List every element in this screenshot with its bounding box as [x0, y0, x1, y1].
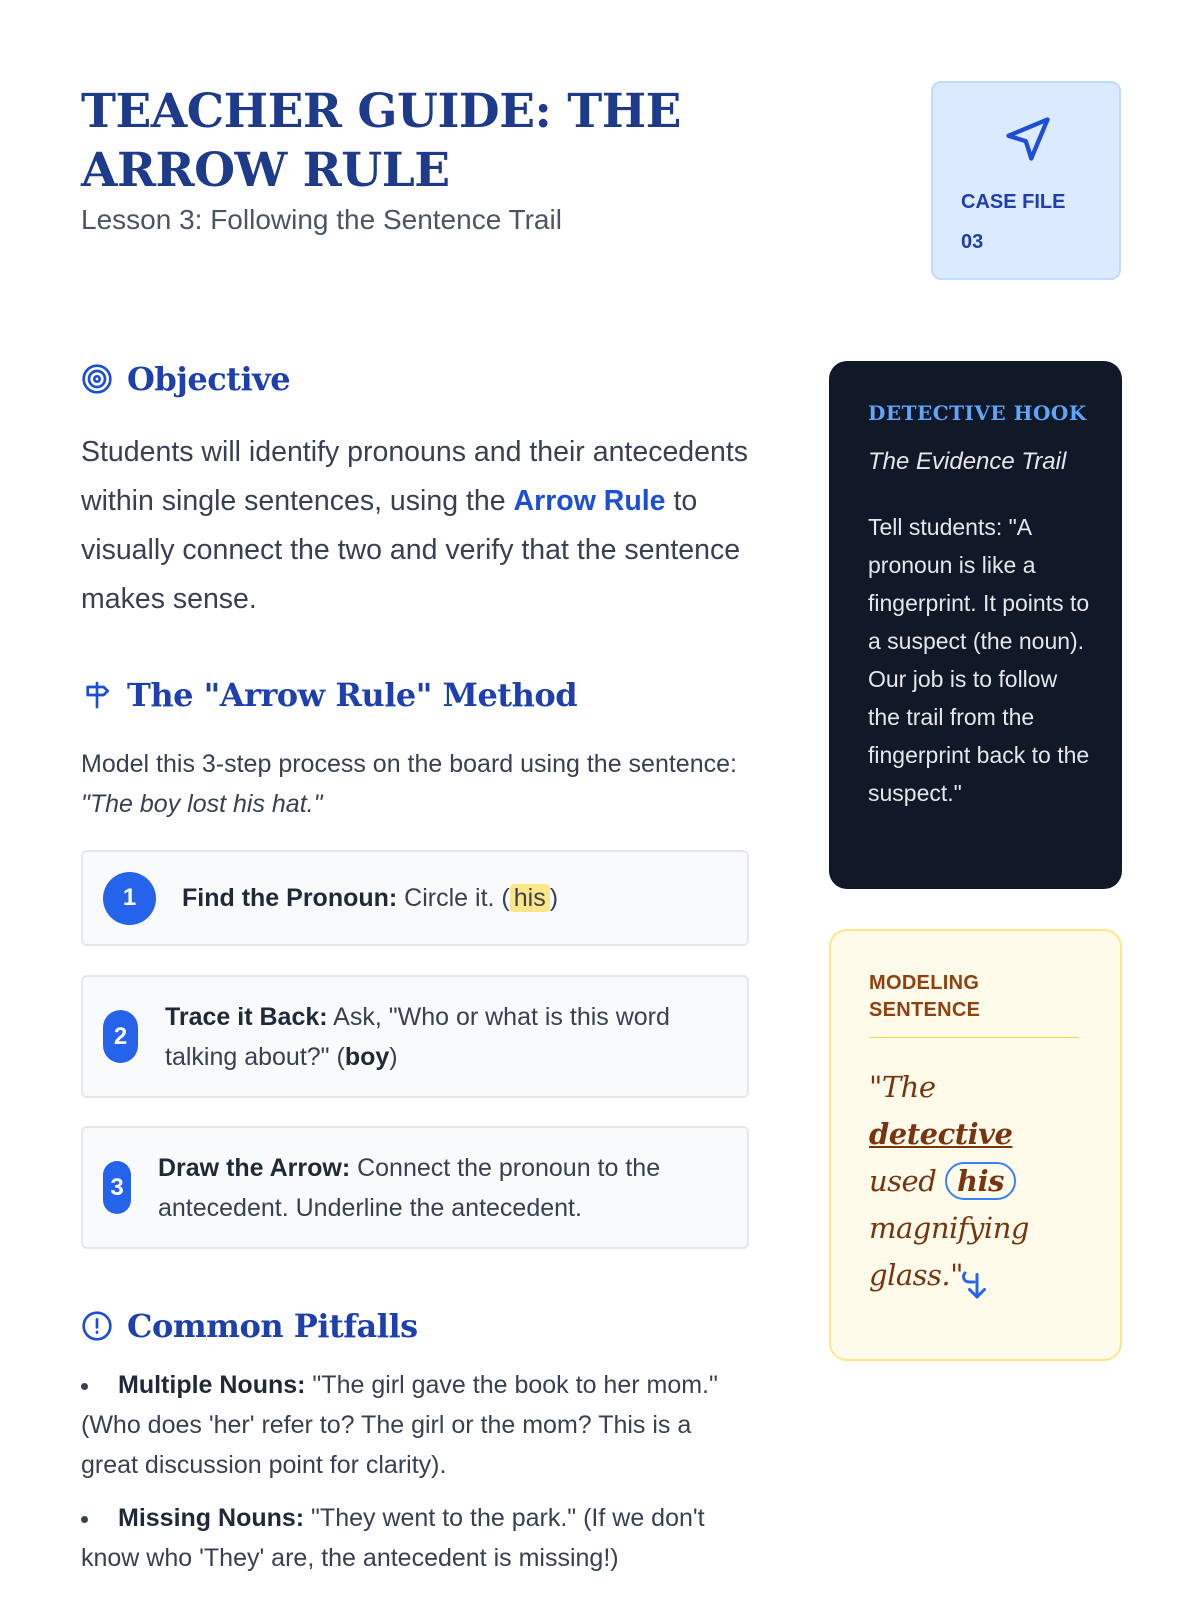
pronoun-highlight: his — [510, 884, 550, 912]
pitfall-title: Multiple Nouns: — [118, 1371, 306, 1399]
objective-text-end: to visually connect the two and verify that the sentence makes sense. — [81, 485, 741, 615]
step-text — [182, 878, 558, 918]
method-step — [81, 850, 749, 946]
step-description: Connect the pronoun to the antecedent. Underline the antecedent. — [158, 1153, 661, 1222]
step-text-end: ) — [389, 1042, 398, 1071]
target-icon — [81, 363, 113, 395]
hook-kicker: DETECTIVE HOOK — [868, 401, 1087, 425]
arrow-rule-highlight: Arrow Rule — [513, 485, 666, 517]
page-header — [81, 82, 821, 238]
step-title: Trace it Back: — [165, 1002, 328, 1031]
step-description: Ask, "Who or what is this word talking about?" ( — [165, 1002, 670, 1071]
objective-heading-text: Objective — [127, 360, 291, 398]
bullet-icon — [81, 1365, 118, 1405]
page-title: TEACHER GUIDE: THE ARROW RULE — [81, 84, 681, 198]
page-subtitle: Lesson 3: Following the Sentence Trail — [81, 204, 562, 235]
step-title: Find the Pronoun: — [182, 884, 398, 912]
pitfalls-heading — [81, 1307, 418, 1345]
pitfall-text: "The girl gave the book to her mom." (Who does 'her' refer to? The girl or the mom? This is a great discussion point for clarity). — [81, 1371, 718, 1479]
step-number: 1 — [103, 872, 156, 925]
hook-subtitle: The Evidence Trail — [868, 448, 1067, 475]
method-heading-text: The "Arrow Rule" Method — [127, 676, 578, 714]
case-file-label — [961, 182, 1065, 262]
case-file-title: CASE FILE — [961, 191, 1066, 213]
objective-text — [81, 428, 761, 624]
navigation-arrow-icon — [1002, 113, 1054, 165]
list-item — [81, 1498, 731, 1578]
case-file-badge — [931, 81, 1121, 280]
bullet-icon — [81, 1498, 118, 1538]
step-title: Draw the Arrow: — [158, 1153, 351, 1182]
step-number: 3 — [103, 1161, 131, 1214]
pitfalls-heading-text: Common Pitfalls — [127, 1307, 418, 1345]
divider — [869, 1037, 1079, 1038]
pitfalls-list — [81, 1365, 731, 1591]
step-number: 2 — [103, 1010, 138, 1063]
objective-heading — [81, 360, 290, 398]
method-intro — [81, 744, 761, 824]
step-description: Circle it. ( — [397, 884, 510, 912]
method-intro-text: Model this 3-step process on the board using the sentence: — [81, 750, 737, 778]
modeling-sentence — [869, 1064, 1084, 1299]
step-text — [158, 1148, 727, 1228]
signpost-icon — [81, 679, 113, 711]
case-file-number: 03 — [961, 231, 984, 253]
list-item — [81, 1365, 731, 1485]
pitfall-text: "They went to the park." (If we don't know who 'They' are, the antecedent is missing!) — [81, 1504, 705, 1572]
step-text — [165, 997, 727, 1077]
method-heading — [81, 676, 577, 714]
sentence-part: magnifying glass." — [869, 1211, 1029, 1292]
method-example-sentence: "The boy lost his hat." — [81, 790, 323, 818]
curved-arrow-down-icon — [956, 1267, 992, 1303]
pronoun-circled: his — [945, 1162, 1016, 1200]
sentence-part: used — [869, 1164, 946, 1198]
pitfall-title: Missing Nouns: — [118, 1504, 305, 1532]
method-step — [81, 1126, 749, 1249]
alert-circle-icon — [81, 1310, 113, 1342]
modeling-kicker: MODELING SENTENCE — [869, 972, 981, 1021]
step-text-end: ) — [549, 884, 559, 912]
objective-text-start: Students will identify pronouns and their antecedents within single sentences, using the — [81, 436, 749, 517]
method-step — [81, 975, 749, 1098]
antecedent-underlined: detective — [869, 1117, 1013, 1151]
sentence-part: "The — [869, 1070, 936, 1104]
hook-body: Tell students: "A pronoun is like a fingerprint. It points to a suspect (the noun). Our job is to follow the trail from the fingerprint back to the suspect." — [868, 514, 1090, 806]
antecedent-bold: boy — [344, 1042, 390, 1071]
